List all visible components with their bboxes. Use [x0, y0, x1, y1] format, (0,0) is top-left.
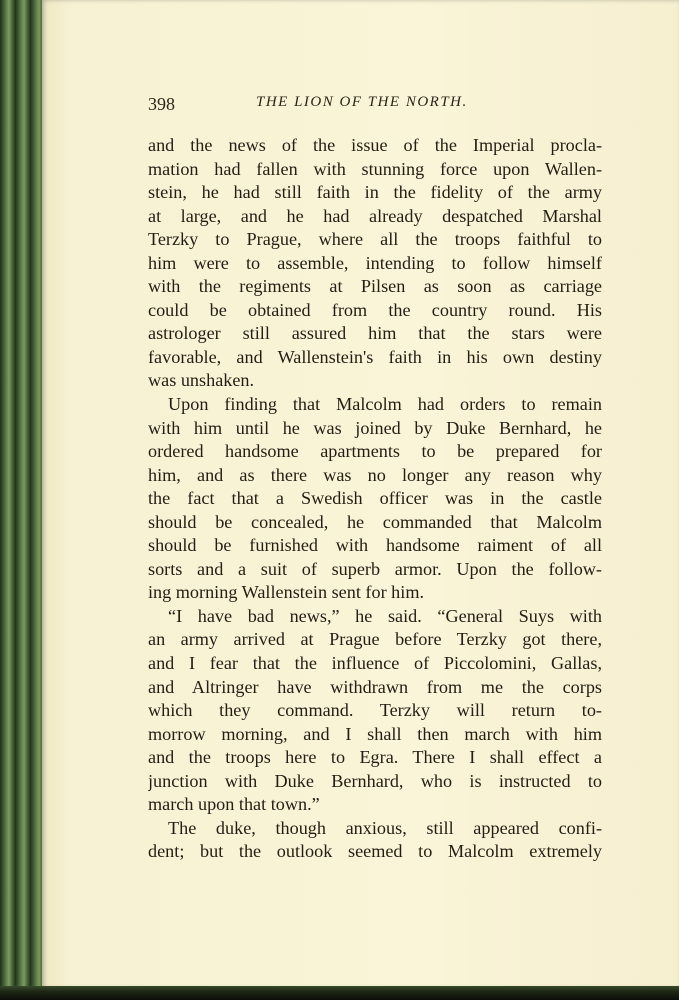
text-line: with him until he was joined by Duke Bernhard, he [148, 417, 602, 438]
text-line: dent; but the outlook seemed to Malcolm extremely [148, 841, 602, 862]
text-line: and I fear that the influence of Piccolomini, Gallas, [148, 653, 602, 674]
book-spine [0, 0, 44, 1000]
text-line: should be concealed, he commanded that Malcolm [148, 511, 602, 532]
text-line: an army arrived at Prague before Terzky got there, [148, 629, 602, 650]
text-line: mation had fallen with stunning force upon Wallen- [148, 158, 602, 179]
text-line: was unshaken. [148, 370, 255, 391]
text-line: sorts and a suit of superb armor. Upon the follow- [148, 558, 602, 579]
text-line: favorable, and Wallenstein's faith in his own destiny [148, 346, 602, 367]
text-line: Upon finding that Malcolm had orders to remain [168, 394, 602, 415]
text-line: should be furnished with handsome raiment of all [148, 535, 602, 556]
page-header [148, 94, 602, 116]
text-line: ordered handsome apartments to be prepared for [148, 441, 602, 462]
page-number: 398 [148, 94, 175, 114]
text-line: and the news of the issue of the Imperial procla- [148, 135, 602, 155]
text-line: with the regiments at Pilsen as soon as carriage [148, 276, 602, 297]
text-line: “I have bad news,” he said. “General Suys with [168, 605, 602, 626]
text-line: and the troops here to Egra. There I shall effect a [148, 747, 602, 768]
text-line: him, and as there was no longer any reason why [148, 464, 602, 485]
text-line: march upon that town.” [148, 794, 320, 815]
text-line: ing morning Wallenstein sent for him. [148, 582, 425, 603]
page-bottom-edge [0, 986, 679, 1000]
text-line: could be obtained from the country round. His [148, 299, 602, 320]
text-line: junction with Duke Bernhard, who is instructed to [148, 770, 602, 791]
text-line: him were to assemble, intending to follow himself [148, 252, 602, 273]
body-text [148, 134, 602, 864]
text-line: The duke, though anxious, still appeared confi- [168, 817, 602, 838]
text-line: the fact that a Swedish officer was in the castle [148, 488, 602, 509]
text-line: astrologer still assured him that the stars were [148, 323, 602, 344]
text-line: which they command. Terzky will return to- [148, 700, 602, 721]
text-line: stein, he had still faith in the fidelity of the army [148, 182, 602, 203]
text-line: Terzky to Prague, where all the troops faithful to [148, 229, 602, 250]
text-line: at large, and he had already despatched Marshal [148, 205, 602, 226]
running-title: THE LION OF THE NORTH. [256, 94, 468, 110]
text-line: and Altringer have withdrawn from me the corps [148, 676, 602, 697]
text-line: morrow morning, and I shall then march with him [148, 723, 602, 744]
